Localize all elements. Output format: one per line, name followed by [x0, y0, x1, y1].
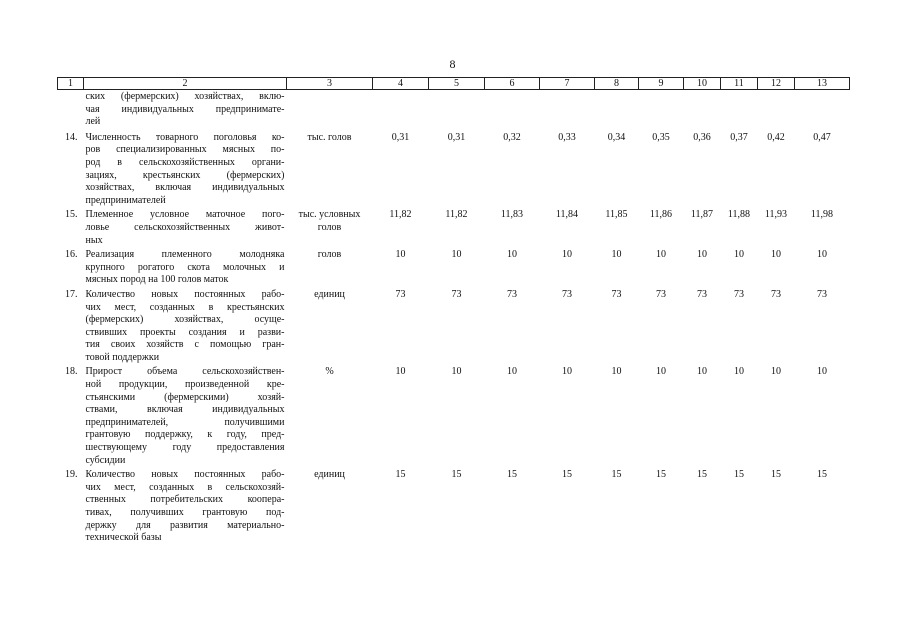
- table-row: [58, 247, 850, 287]
- table-row: [58, 364, 850, 467]
- description-line: чая индивидуальных предпринимате-: [85, 103, 285, 115]
- column-header-4: 4: [373, 78, 429, 90]
- unit-cell: единиц: [314, 288, 345, 300]
- table-row: [58, 287, 850, 365]
- table-row: [58, 467, 850, 545]
- value-cell: 10: [697, 249, 707, 261]
- indicator-description: [84, 247, 287, 287]
- value-cell: 15: [507, 469, 517, 481]
- description-line: ственных потребительских коопера-: [85, 494, 285, 506]
- column-header-8: 8: [595, 78, 639, 90]
- description-line: (фермерских) хозяйствах, осуще-: [85, 314, 285, 326]
- description-line: Племенное условное маточное пого-: [85, 209, 285, 221]
- value-cell: 0,47: [813, 131, 831, 143]
- unit-cell: единиц: [314, 469, 345, 481]
- value-cell: 15: [611, 469, 622, 481]
- value-cell: 0,31: [391, 131, 410, 143]
- value-cell: 73: [611, 288, 622, 300]
- description-line: Численность товарного поголовья ко-: [85, 131, 285, 143]
- value-cell: 73: [507, 288, 517, 300]
- page-number: 8: [449, 57, 456, 71]
- value-cell: 10: [611, 366, 622, 378]
- description-line: ствами, включая индивидуальных: [85, 404, 285, 416]
- unit-cell: голов: [317, 249, 342, 261]
- row-number: 14.: [65, 131, 78, 143]
- column-number-header: [58, 78, 850, 90]
- description-line: род в сельскохозяйственных органи-: [85, 156, 285, 168]
- value-cell: 73: [395, 288, 406, 300]
- column-header-2: 2: [84, 78, 287, 90]
- column-header-11: 11: [721, 78, 758, 90]
- column-header-5: 5: [429, 78, 485, 90]
- value-cell: 10: [507, 366, 517, 378]
- value-cell: 10: [395, 366, 406, 378]
- value-cell: 10: [507, 249, 517, 261]
- indicator-description: [84, 287, 287, 365]
- description-line: Реализация племенного молодняка: [85, 249, 285, 261]
- description-line: тия своих хозяйств с помощью гран-: [85, 339, 285, 351]
- indicators-table: [57, 77, 850, 545]
- value-cell: 10: [734, 249, 744, 261]
- empty-cells: [287, 90, 850, 130]
- value-cell: 0,34: [607, 131, 626, 143]
- value-cell: 11,84: [555, 209, 579, 221]
- value-cell: 73: [817, 288, 827, 300]
- value-cell: 10: [734, 366, 744, 378]
- value-cell: 15: [817, 469, 827, 481]
- description-line: Прирост объема сельскохозяйствен-: [85, 366, 285, 378]
- description-line: субсидии: [85, 454, 126, 466]
- indicator-description: [84, 90, 287, 130]
- description-line: ных: [85, 234, 103, 246]
- description-line: стьянскими (фермерскими) хозяй-: [85, 391, 285, 403]
- unit-cell: тыс. условных голов: [298, 209, 361, 233]
- indicator-description: [84, 467, 287, 545]
- value-cell: 15: [697, 469, 707, 481]
- value-cell: 11,87: [690, 209, 714, 221]
- value-cell: 0,33: [558, 131, 576, 143]
- description-line: ских (фермерских) хозяйствах, вклю-: [85, 91, 285, 102]
- value-cell: 11,88: [727, 209, 751, 221]
- row-number: 15.: [65, 209, 78, 221]
- indicator-description: [84, 130, 287, 208]
- description-line: предпринимателей: [85, 194, 166, 206]
- continuation-row: [58, 90, 850, 130]
- value-cell: 73: [771, 288, 781, 300]
- description-line: Количество новых постоянных рабо-: [85, 288, 285, 300]
- column-header-7: 7: [540, 78, 595, 90]
- value-cell: 11,85: [605, 209, 628, 221]
- value-cell: 0,32: [503, 131, 521, 143]
- description-line: ной продукции, произведенной кре-: [85, 379, 285, 391]
- description-line: шествующему году предоставления: [85, 442, 285, 454]
- value-cell: 10: [656, 366, 666, 378]
- description-line: мясных пород на 100 голов маток: [85, 274, 229, 286]
- row-number: 19.: [65, 469, 78, 481]
- description-line: грантовую поддержку, к году, пред-: [85, 429, 285, 441]
- table-row: [58, 130, 850, 208]
- description-line: ров специализированных мясных по-: [85, 144, 285, 156]
- value-cell: 15: [562, 469, 572, 481]
- table-row: [58, 207, 850, 247]
- description-line: крупного рогатого скота молочных и: [85, 261, 285, 273]
- value-cell: 10: [817, 249, 827, 261]
- value-cell: 15: [656, 469, 666, 481]
- row-number: 16.: [65, 249, 78, 261]
- value-cell: 10: [611, 249, 622, 261]
- value-cell: 10: [451, 366, 462, 378]
- unit-cell: %: [325, 366, 334, 378]
- description-line: тивах, получивших грантовую под-: [85, 507, 285, 518]
- value-cell: 10: [656, 249, 666, 261]
- row-number-cell: [58, 90, 84, 130]
- description-line: чих мест, созданных в крестьянских: [85, 301, 285, 313]
- column-header-12: 12: [758, 78, 795, 90]
- description-line: товой поддержки: [85, 351, 160, 363]
- column-header-13: 13: [795, 78, 850, 90]
- value-cell: 73: [697, 288, 707, 300]
- column-header-10: 10: [684, 78, 721, 90]
- value-cell: 10: [697, 366, 707, 378]
- value-cell: 11,98: [810, 209, 834, 221]
- description-line: лей: [85, 116, 101, 128]
- value-cell: 15: [771, 469, 781, 481]
- value-cell: 11,86: [649, 209, 673, 221]
- value-cell: 10: [771, 366, 781, 378]
- value-cell: 73: [656, 288, 666, 300]
- value-cell: 73: [734, 288, 744, 300]
- description-line: предпринимателей, получившими: [85, 416, 285, 428]
- value-cell: 15: [734, 469, 744, 481]
- description-line: зациях, крестьянских (фермерских): [85, 169, 285, 181]
- description-line: Количество новых постоянных рабо-: [85, 469, 285, 481]
- value-cell: 15: [451, 469, 462, 481]
- value-cell: 0,42: [767, 131, 785, 143]
- description-line: чих мест, созданных в сельскохозяй-: [85, 481, 285, 493]
- indicator-description: [84, 364, 287, 467]
- row-number: 17.: [65, 288, 78, 300]
- description-line: держку для развития материально-: [85, 519, 285, 531]
- value-cell: 0,35: [652, 131, 670, 143]
- value-cell: 10: [562, 366, 572, 378]
- value-cell: 11,82: [389, 209, 412, 221]
- description-line: ствивших проекты создания и разви-: [85, 326, 285, 338]
- column-header-1: 1: [58, 78, 84, 90]
- value-cell: 10: [771, 249, 781, 261]
- value-cell: 0,37: [730, 131, 748, 143]
- column-header-6: 6: [485, 78, 540, 90]
- value-cell: 0,36: [693, 131, 711, 143]
- value-cell: 11,93: [764, 209, 788, 221]
- value-cell: 10: [817, 366, 827, 378]
- value-cell: 11,83: [500, 209, 524, 221]
- value-cell: 73: [562, 288, 572, 300]
- value-cell: 11,82: [445, 209, 468, 221]
- value-cell: 10: [562, 249, 572, 261]
- description-line: технической базы: [85, 532, 162, 544]
- value-cell: 15: [395, 469, 406, 481]
- value-cell: 10: [395, 249, 406, 261]
- indicator-description: [84, 207, 287, 247]
- column-header-9: 9: [639, 78, 684, 90]
- description-line: хозяйствах, включая индивидуальных: [85, 182, 285, 194]
- value-cell: 73: [451, 288, 462, 300]
- value-cell: 10: [451, 249, 462, 261]
- column-header-3: 3: [287, 78, 373, 90]
- description-line: ловье сельскохозяйственных живот-: [85, 221, 285, 233]
- row-number: 18.: [65, 366, 78, 378]
- unit-cell: тыс. голов: [307, 131, 352, 143]
- value-cell: 0,31: [447, 131, 466, 143]
